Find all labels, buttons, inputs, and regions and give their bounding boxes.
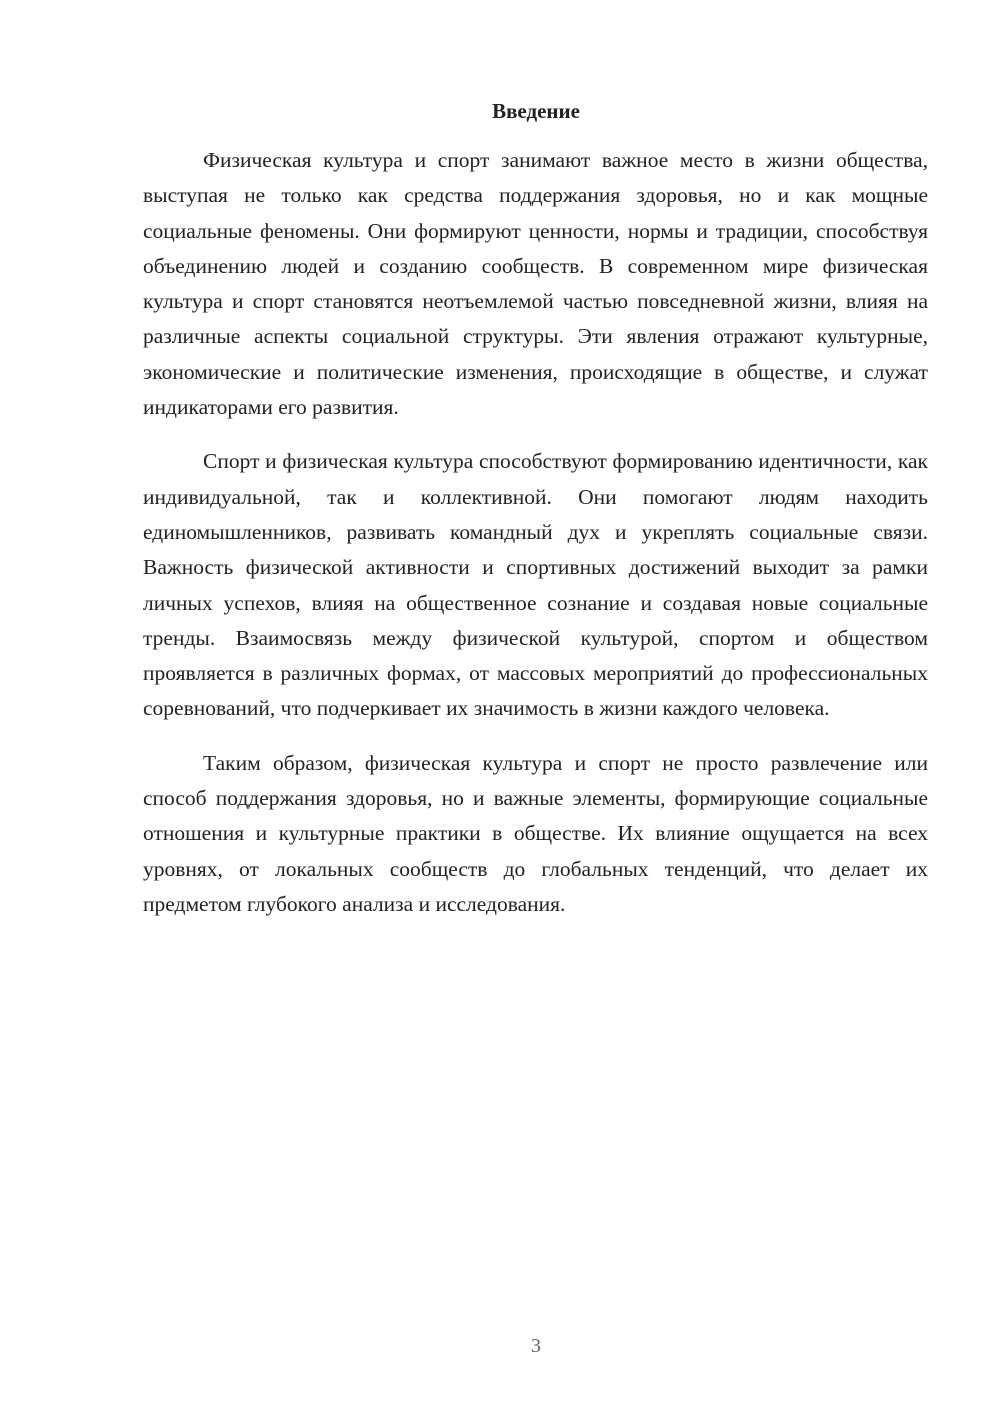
paragraph-1: Физическая культура и спорт занимают важное место в жизни общества, выступая не только как средства поддержания здоровья, но и как мощные социальные феномены. Они формируют ценности, нормы и традиции, способствуя объединению людей и созданию сообществ. В современном мире физическая культура и спорт становятся неотъемлемой частью повседневной жизни, влияя на различные аспекты социальной структуры. Эти явления отражают культурные, экономические и политические изменения, происходящие в обществе, и служат индикаторами его развития. (143, 148, 928, 420)
page-number: 3 (531, 1335, 541, 1357)
paragraph-3: Таким образом, физическая культура и спорт не просто развлечение или способ поддержания здоровья, но и важные элементы, формирующие социальные отношения и культурные практики в обществе. Их влияние ощущается на всех уровнях, от локальных сообществ до глобальных тенденций, что делает их предметом глубокого анализа и исследования. (143, 750, 928, 916)
page-title: Введение (492, 99, 580, 123)
paragraph-2: Спорт и физическая культура способствуют формированию идентичности, как индивидуальной, так и коллективной. Они помогают людям находить единомышленников, развивать командный дух и укреплять социальные связи. Важность физической активности и спортивных достижений выходит за рамки личных успехов, влияя на общественное сознание и создавая новые социальные тренды. Взаимосвязь между физической культурой, спортом и обществом проявляется в различных формах, от массовых мероприятий до профессиональных соревнований, что подчеркивает их значимость в жизни каждого человека. (143, 449, 928, 721)
document-body (143, 143, 928, 922)
